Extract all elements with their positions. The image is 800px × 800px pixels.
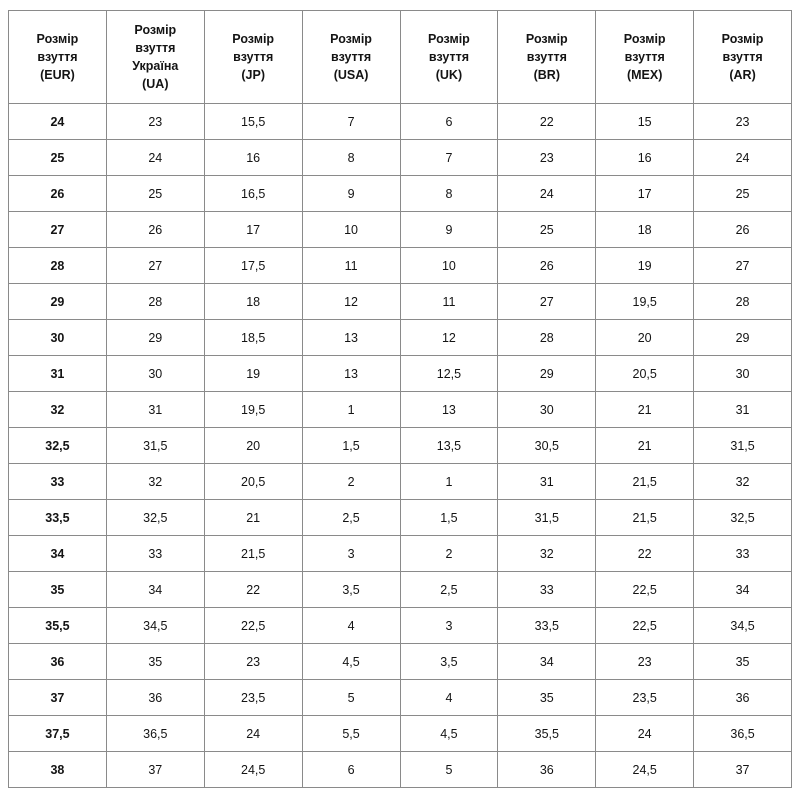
cell-uk: 2,5: [400, 572, 498, 608]
cell-jp: 17,5: [204, 248, 302, 284]
cell-eur: 32,5: [9, 428, 107, 464]
cell-ua: 31,5: [106, 428, 204, 464]
cell-br: 35,5: [498, 716, 596, 752]
header-line: Розмір: [330, 31, 372, 46]
cell-uk: 3: [400, 608, 498, 644]
header-line: Україна: [132, 59, 179, 73]
cell-mex: 15: [596, 104, 694, 140]
cell-mex: 23: [596, 644, 694, 680]
cell-uk: 9: [400, 212, 498, 248]
cell-jp: 16,5: [204, 176, 302, 212]
cell-mex: 21,5: [596, 500, 694, 536]
header-line: взуття: [330, 49, 372, 64]
cell-br: 31: [498, 464, 596, 500]
cell-br: 31,5: [498, 500, 596, 536]
cell-jp: 18: [204, 284, 302, 320]
cell-ua: 34,5: [106, 608, 204, 644]
header-line: Розмір: [428, 31, 470, 46]
cell-jp: 21,5: [204, 536, 302, 572]
table-row: [9, 572, 792, 608]
cell-ua: 33: [106, 536, 204, 572]
cell-usa: 3,5: [302, 572, 400, 608]
cell-ua: 30: [106, 356, 204, 392]
header-line: Розмір: [525, 31, 568, 46]
table-row: [9, 320, 792, 356]
cell-br: 30: [498, 392, 596, 428]
cell-usa: 1,5: [302, 428, 400, 464]
cell-usa: 13: [302, 356, 400, 392]
cell-ar: 26: [694, 212, 792, 248]
cell-eur: 37,5: [9, 716, 107, 752]
table-row: [9, 248, 792, 284]
cell-eur: 35,5: [9, 608, 107, 644]
header-line: взуття: [37, 49, 78, 64]
cell-jp: 21: [204, 500, 302, 536]
cell-uk: 8: [400, 176, 498, 212]
cell-usa: 8: [302, 140, 400, 176]
table-header-row: [9, 11, 792, 104]
cell-mex: 19: [596, 248, 694, 284]
cell-usa: 4,5: [302, 644, 400, 680]
cell-eur: 24: [9, 104, 107, 140]
cell-ua: 27: [106, 248, 204, 284]
cell-usa: 4: [302, 608, 400, 644]
cell-eur: 31: [9, 356, 107, 392]
cell-usa: 2: [302, 464, 400, 500]
table-row: [9, 608, 792, 644]
cell-br: 33: [498, 572, 596, 608]
column-header-ar: [694, 11, 792, 104]
column-header-eur: [9, 11, 107, 104]
cell-ua: 28: [106, 284, 204, 320]
cell-ua: 35: [106, 644, 204, 680]
cell-jp: 19: [204, 356, 302, 392]
cell-eur: 33,5: [9, 500, 107, 536]
cell-mex: 23,5: [596, 680, 694, 716]
table-row: [9, 716, 792, 752]
cell-jp: 20,5: [204, 464, 302, 500]
cell-jp: 23: [204, 644, 302, 680]
cell-br: 27: [498, 284, 596, 320]
cell-jp: 15,5: [204, 104, 302, 140]
cell-ua: 34: [106, 572, 204, 608]
cell-mex: 16: [596, 140, 694, 176]
shoe-size-table: [8, 10, 792, 788]
cell-mex: 24: [596, 716, 694, 752]
cell-mex: 22,5: [596, 608, 694, 644]
cell-ua: 24: [106, 140, 204, 176]
cell-usa: 13: [302, 320, 400, 356]
table-row: [9, 464, 792, 500]
cell-mex: 18: [596, 212, 694, 248]
cell-uk: 13,5: [400, 428, 498, 464]
table-row: [9, 428, 792, 464]
cell-eur: 25: [9, 140, 107, 176]
cell-uk: 12: [400, 320, 498, 356]
cell-br: 32: [498, 536, 596, 572]
header-line: Розмір: [36, 31, 79, 46]
cell-br: 22: [498, 104, 596, 140]
cell-ar: 34: [694, 572, 792, 608]
header-line: (UA): [142, 77, 169, 92]
cell-uk: 4,5: [400, 716, 498, 752]
cell-mex: 21: [596, 392, 694, 428]
cell-eur: 32: [9, 392, 107, 428]
cell-ar: 36: [694, 680, 792, 716]
cell-br: 26: [498, 248, 596, 284]
table-row: [9, 176, 792, 212]
column-header-br: [498, 11, 596, 104]
cell-uk: 1,5: [400, 500, 498, 536]
cell-br: 23: [498, 140, 596, 176]
cell-ar: 29: [694, 320, 792, 356]
table-header: [9, 11, 792, 104]
cell-usa: 9: [302, 176, 400, 212]
header-line: (AR): [729, 68, 756, 83]
cell-eur: 27: [9, 212, 107, 248]
table-row: [9, 680, 792, 716]
table-row: [9, 356, 792, 392]
cell-ar: 27: [694, 248, 792, 284]
table-row: [9, 392, 792, 428]
cell-mex: 21,5: [596, 464, 694, 500]
cell-ar: 25: [694, 176, 792, 212]
cell-jp: 23,5: [204, 680, 302, 716]
cell-jp: 24,5: [204, 752, 302, 788]
cell-ua: 31: [106, 392, 204, 428]
cell-eur: 34: [9, 536, 107, 572]
cell-br: 36: [498, 752, 596, 788]
cell-ar: 33: [694, 536, 792, 572]
cell-uk: 3,5: [400, 644, 498, 680]
cell-uk: 11: [400, 284, 498, 320]
cell-ar: 30: [694, 356, 792, 392]
cell-usa: 11: [302, 248, 400, 284]
header-line: Розмір: [232, 31, 275, 46]
cell-ar: 28: [694, 284, 792, 320]
cell-jp: 19,5: [204, 392, 302, 428]
cell-eur: 30: [9, 320, 107, 356]
cell-usa: 6: [302, 752, 400, 788]
table-row: [9, 212, 792, 248]
header-line: Розмір: [623, 31, 666, 46]
cell-ua: 29: [106, 320, 204, 356]
cell-usa: 10: [302, 212, 400, 248]
table-row: [9, 500, 792, 536]
cell-br: 33,5: [498, 608, 596, 644]
cell-jp: 22,5: [204, 608, 302, 644]
cell-usa: 1: [302, 392, 400, 428]
cell-jp: 18,5: [204, 320, 302, 356]
cell-eur: 37: [9, 680, 107, 716]
header-line: (USA): [333, 68, 369, 83]
cell-eur: 35: [9, 572, 107, 608]
cell-mex: 19,5: [596, 284, 694, 320]
cell-ar: 32,5: [694, 500, 792, 536]
cell-usa: 7: [302, 104, 400, 140]
cell-ua: 23: [106, 104, 204, 140]
cell-jp: 16: [204, 140, 302, 176]
cell-eur: 38: [9, 752, 107, 788]
cell-mex: 22: [596, 536, 694, 572]
cell-jp: 17: [204, 212, 302, 248]
header-line: взуття: [135, 40, 176, 55]
header-line: (JP): [241, 68, 265, 83]
header-line: взуття: [526, 49, 567, 64]
header-line: (UK): [435, 68, 463, 83]
table-body: [9, 104, 792, 788]
cell-ar: 34,5: [694, 608, 792, 644]
cell-mex: 21: [596, 428, 694, 464]
cell-jp: 20: [204, 428, 302, 464]
cell-usa: 5,5: [302, 716, 400, 752]
cell-usa: 12: [302, 284, 400, 320]
cell-uk: 12,5: [400, 356, 498, 392]
table-row: [9, 140, 792, 176]
cell-br: 25: [498, 212, 596, 248]
cell-ua: 36,5: [106, 716, 204, 752]
cell-eur: 28: [9, 248, 107, 284]
header-line: взуття: [233, 49, 274, 64]
column-header-jp: [204, 11, 302, 104]
header-line: взуття: [428, 49, 470, 64]
cell-ar: 24: [694, 140, 792, 176]
cell-br: 28: [498, 320, 596, 356]
cell-uk: 7: [400, 140, 498, 176]
cell-uk: 10: [400, 248, 498, 284]
header-line: (BR): [533, 68, 560, 83]
header-line: (EUR): [40, 68, 75, 83]
cell-ua: 32,5: [106, 500, 204, 536]
table-row: [9, 284, 792, 320]
cell-br: 34: [498, 644, 596, 680]
cell-usa: 5: [302, 680, 400, 716]
header-line: взуття: [624, 49, 665, 64]
cell-br: 35: [498, 680, 596, 716]
cell-uk: 5: [400, 752, 498, 788]
cell-ar: 23: [694, 104, 792, 140]
cell-ar: 31: [694, 392, 792, 428]
header-line: Розмір: [721, 31, 764, 46]
cell-eur: 26: [9, 176, 107, 212]
column-header-uk: [400, 11, 498, 104]
header-line: Розмір: [134, 22, 177, 37]
cell-jp: 24: [204, 716, 302, 752]
cell-eur: 33: [9, 464, 107, 500]
cell-ar: 32: [694, 464, 792, 500]
cell-ar: 31,5: [694, 428, 792, 464]
cell-usa: 2,5: [302, 500, 400, 536]
cell-mex: 22,5: [596, 572, 694, 608]
cell-uk: 13: [400, 392, 498, 428]
cell-eur: 36: [9, 644, 107, 680]
table-row: [9, 536, 792, 572]
cell-ua: 26: [106, 212, 204, 248]
cell-uk: 6: [400, 104, 498, 140]
table-row: [9, 752, 792, 788]
cell-uk: 4: [400, 680, 498, 716]
column-header-mex: [596, 11, 694, 104]
cell-ar: 35: [694, 644, 792, 680]
table-row: [9, 104, 792, 140]
cell-ua: 36: [106, 680, 204, 716]
cell-br: 24: [498, 176, 596, 212]
cell-ua: 37: [106, 752, 204, 788]
cell-mex: 24,5: [596, 752, 694, 788]
cell-usa: 3: [302, 536, 400, 572]
cell-uk: 2: [400, 536, 498, 572]
cell-ar: 36,5: [694, 716, 792, 752]
cell-mex: 20: [596, 320, 694, 356]
header-line: взуття: [722, 49, 763, 64]
cell-br: 29: [498, 356, 596, 392]
cell-eur: 29: [9, 284, 107, 320]
cell-br: 30,5: [498, 428, 596, 464]
cell-ua: 32: [106, 464, 204, 500]
table-row: [9, 644, 792, 680]
cell-ua: 25: [106, 176, 204, 212]
cell-mex: 17: [596, 176, 694, 212]
cell-uk: 1: [400, 464, 498, 500]
header-line: (MEX): [626, 68, 663, 83]
cell-jp: 22: [204, 572, 302, 608]
column-header-usa: [302, 11, 400, 104]
cell-ar: 37: [694, 752, 792, 788]
cell-mex: 20,5: [596, 356, 694, 392]
column-header-ua: [106, 11, 204, 104]
